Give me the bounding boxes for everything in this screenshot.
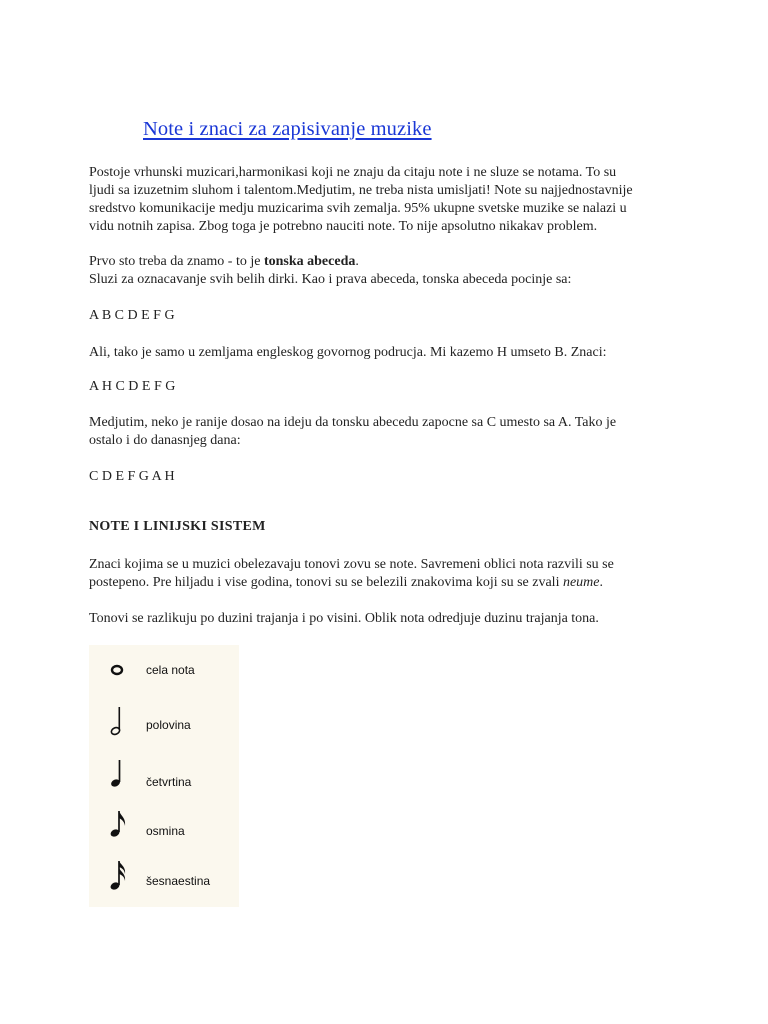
intro-line: ljudi sa izuzetnim sluhom i talentom.Medjutim, ne treba nista umisljati! Note su najjednostavnije [89,183,633,198]
intro-paragraph [89,164,689,236]
whole-note-icon [107,650,129,690]
sixteenth-note-icon [107,857,129,897]
paragraph-c-line: ostalo i do danasnjeg dana: [89,433,241,448]
paragraph-h: Ali, tako je samo u zemljama engleskog govornog podrucja. Mi kazemo H umseto B. Znaci: [89,345,607,360]
sequence-ahcdefg: A H C D E F G [89,379,176,394]
paragraph-neume-line-1: Znaci kojima se u muzici obelezavaju tonovi zovu se note. Savremeni oblici nota razvili su se [89,557,614,572]
abeceda-line-1 [89,253,689,271]
abeceda-text: Prvo sto treba da znamo - to je [89,254,264,269]
note-row-eighth [89,805,239,845]
paragraph-neume [89,556,689,592]
abeceda-term: tonska abeceda [263,254,356,269]
paragraph-neume-line-2 [89,574,689,592]
quarter-note-icon [107,755,129,795]
note-label: polovina [146,718,191,732]
paragraph-duration: Tonovi se razlikuju po duzini trajanja i po visini. Oblik nota odredjuje duzinu trajanja tona. [89,611,599,626]
sequence-abcdefg: A B C D E F G [89,308,175,323]
abeceda-period: . [355,254,359,269]
sequence-cdefgah: C D E F G A H [89,469,175,484]
abeceda-paragraph [89,253,689,289]
neume-text: postepeno. Pre hiljadu i vise godina, tonovi su se belezili znakovima koji su se zvali [89,575,563,590]
intro-line: Postoje vrhunski muzicari,harmonikasi koji ne znaju da citaju note i ne sluze se notama. To su [89,165,617,180]
neume-term: neume [562,575,600,590]
intro-line: sredstvo komunikacije medju muzicarima svih zemalja. 95% ukupne svetske muzike se nalazi u [89,201,627,216]
note-label: cela nota [146,663,195,677]
note-row-half [89,701,239,741]
neume-period: . [599,575,604,590]
paragraph-c [89,414,689,450]
note-row-quarter [89,755,239,795]
paragraph-c-line: Medjutim, neko je ranije dosao na ideju da tonsku abecedu zapocne sa C umesto sa A. Tako je [89,415,617,430]
note-row-sixteenth [89,857,239,897]
page-title[interactable]: Note i znaci za zapisivanje muzike [143,118,432,140]
section-heading: NOTE I LINIJSKI SISTEM [89,519,266,534]
note-label: šesnaestina [146,874,211,888]
note-row-whole [89,650,239,690]
eighth-note-icon [107,805,129,845]
abeceda-line-2: Sluzi za oznacavanje svih belih dirki. Kao i prava abeceda, tonska abeceda pocinje sa: [89,272,572,287]
note-label: osmina [146,824,185,838]
half-note-icon [107,701,129,741]
note-label: četvrtina [146,775,192,789]
note-values-figure [89,645,239,907]
intro-line: vidu notnih zapisa. Zbog toga je potrebno nauciti note. To nije apsolutno nikakav problem. [89,219,598,234]
